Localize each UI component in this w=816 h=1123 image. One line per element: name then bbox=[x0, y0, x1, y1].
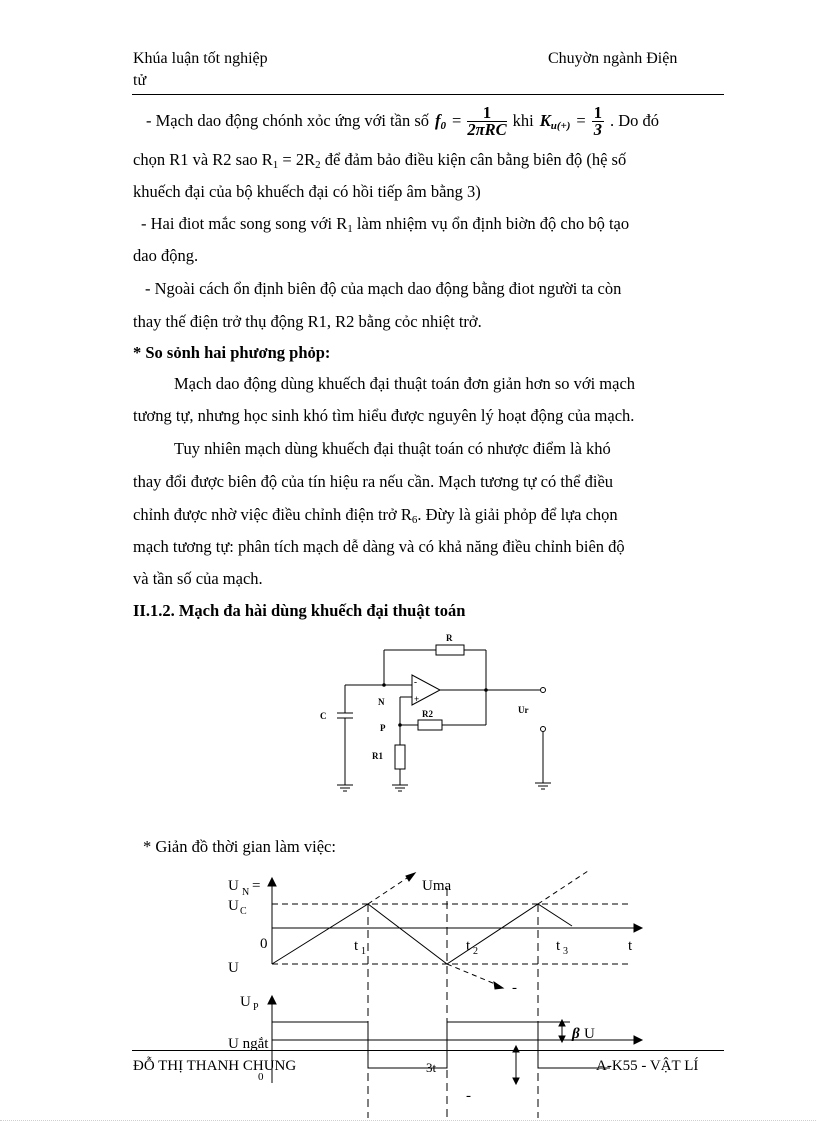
label-R2: R2 bbox=[422, 709, 433, 719]
header-left: Khúa luận tốt nghiệp bbox=[133, 50, 268, 67]
label-eq: = bbox=[252, 878, 261, 894]
label-t2: t bbox=[466, 938, 471, 954]
para-6: - Ngoài cách ổn định biên độ của mạch dao động bằng điot người ta còn bbox=[145, 279, 622, 298]
resistor-R bbox=[436, 645, 464, 655]
label-Up: U bbox=[240, 994, 251, 1010]
label-t1: t bbox=[354, 938, 359, 954]
label-beta: β bbox=[572, 1026, 580, 1042]
ground-icon bbox=[337, 785, 353, 791]
footer-right: A-K55 - VẬT LÍ bbox=[596, 1058, 699, 1074]
K-symbol: $K_{u(+)}$ bbox=[539, 111, 571, 132]
para-13: mạch tương tự: phân tích mạch dễ dàng và có khả năng điều chỉnh biên độ bbox=[133, 537, 625, 556]
label-dash-2: - bbox=[466, 1088, 471, 1104]
heading-multivibrator: II.1.2. Mạch đa hài dùng khuếch đại thuật toán bbox=[133, 601, 466, 620]
multivibrator-circuit bbox=[300, 625, 570, 800]
timing-title: * Giản đồ thời gian làm việc: bbox=[143, 837, 336, 856]
para-8: Mạch dao động dùng khuếch đại thuật toán đơn giản hơn so với mạch bbox=[174, 374, 636, 393]
f0-symbol: $f_0$ bbox=[435, 111, 446, 132]
resistor-R1 bbox=[395, 745, 405, 769]
label-Ungat: U ngắt bbox=[228, 1036, 269, 1052]
header-left-wrap: tử bbox=[133, 72, 147, 89]
label-t: t bbox=[628, 938, 633, 954]
label-plus: + bbox=[414, 694, 420, 704]
label-t3: t bbox=[556, 938, 561, 954]
label-t1-sub: 1 bbox=[361, 946, 366, 957]
label-R1: R1 bbox=[372, 751, 383, 761]
output-terminal-lower bbox=[541, 727, 546, 732]
label-R: R bbox=[446, 633, 453, 643]
label-N-sub: N bbox=[242, 887, 250, 898]
output-terminal bbox=[541, 688, 546, 693]
para-4: - Hai điot mắc song song với $R_1$ làm nhiệm vụ ổn định biờn độ cho bộ tạo bbox=[141, 214, 630, 235]
label-U-N: U bbox=[228, 878, 239, 894]
label-3t: 3t bbox=[426, 1060, 437, 1075]
label-Uma: Uma bbox=[422, 878, 452, 894]
heading-compare: * So sỏnh hai phương phỏp: bbox=[133, 343, 331, 362]
ground-icon bbox=[392, 785, 408, 791]
label-Uc-sub: C bbox=[240, 906, 247, 917]
label-t3-sub: 3 bbox=[563, 946, 568, 957]
footer-left: ĐỖ THỊ THANH CHUNG bbox=[133, 1058, 297, 1074]
ground-icon bbox=[535, 783, 551, 789]
page-bottom-dots bbox=[0, 1120, 816, 1121]
label-dash: - bbox=[512, 980, 517, 996]
timing-diagram bbox=[210, 868, 670, 1123]
label-betaU: U bbox=[584, 1026, 595, 1042]
fraction-f0: $\frac{1}{\text{2πRC}}$ bbox=[467, 102, 507, 139]
label-minus: - bbox=[414, 677, 417, 687]
footer-rule bbox=[132, 1050, 724, 1051]
label-t2-sub: 2 bbox=[473, 946, 478, 957]
resistor-R2 bbox=[418, 720, 442, 730]
label-zero-2: 0 bbox=[258, 1071, 264, 1083]
label-zero: 0 bbox=[260, 936, 268, 952]
para-3: khuếch đại của bộ khuếch đại có hồi tiếp âm bằng 3) bbox=[133, 182, 481, 201]
para-12: chỉnh được nhờ việc điều chỉnh điện trở $R_6$. Đừy là giải phỏp để lựa chọn bbox=[133, 505, 618, 526]
para-11: thay đổi được biên độ của tín hiệu ra nếu cần. Mạch tương tự có thể điều bbox=[133, 472, 614, 491]
para-14: và tần số của mạch. bbox=[133, 569, 263, 588]
label-Uc: U bbox=[228, 898, 239, 914]
output-square-wave bbox=[272, 1022, 610, 1068]
label-P: P bbox=[380, 723, 386, 733]
para-1: - Mạch dao động chónh xỏc ứng với tần số $f_0$ = $\frac{1}{\text{2πRC}}$ khi $K_{u(+)}$ = $\frac{1}{3}$ . Do đó bbox=[146, 102, 660, 139]
label-N: N bbox=[378, 697, 385, 707]
fraction-K: $\frac{1}{3}$ bbox=[593, 102, 602, 139]
header-right: Chuyờn ngành Điện bbox=[548, 50, 678, 67]
label-C: C bbox=[320, 711, 327, 721]
para-5: dao động. bbox=[133, 246, 199, 265]
para-10: Tuy nhiên mạch dùng khuếch đại thuật toán có nhược điểm là khó bbox=[174, 439, 611, 458]
header-rule bbox=[132, 94, 724, 95]
para-9: tương tự, nhưng học sinh khó tìm hiểu được nguyên lý hoạt động của mạch. bbox=[133, 406, 635, 425]
label-U-low: U bbox=[228, 960, 239, 976]
label-Up-sub: P bbox=[253, 1002, 259, 1013]
para-2: chọn R1 và R2 sao $R_1 = 2R_2$ để đảm bảo điều kiện cân bằng biên độ (hệ số bbox=[133, 150, 627, 171]
para-7: thay thế điện trở thụ động R1, R2 bằng cỏc nhiệt trở. bbox=[133, 312, 482, 331]
capacitor-voltage-wave bbox=[272, 904, 572, 964]
label-Ur: Ur bbox=[518, 705, 529, 715]
